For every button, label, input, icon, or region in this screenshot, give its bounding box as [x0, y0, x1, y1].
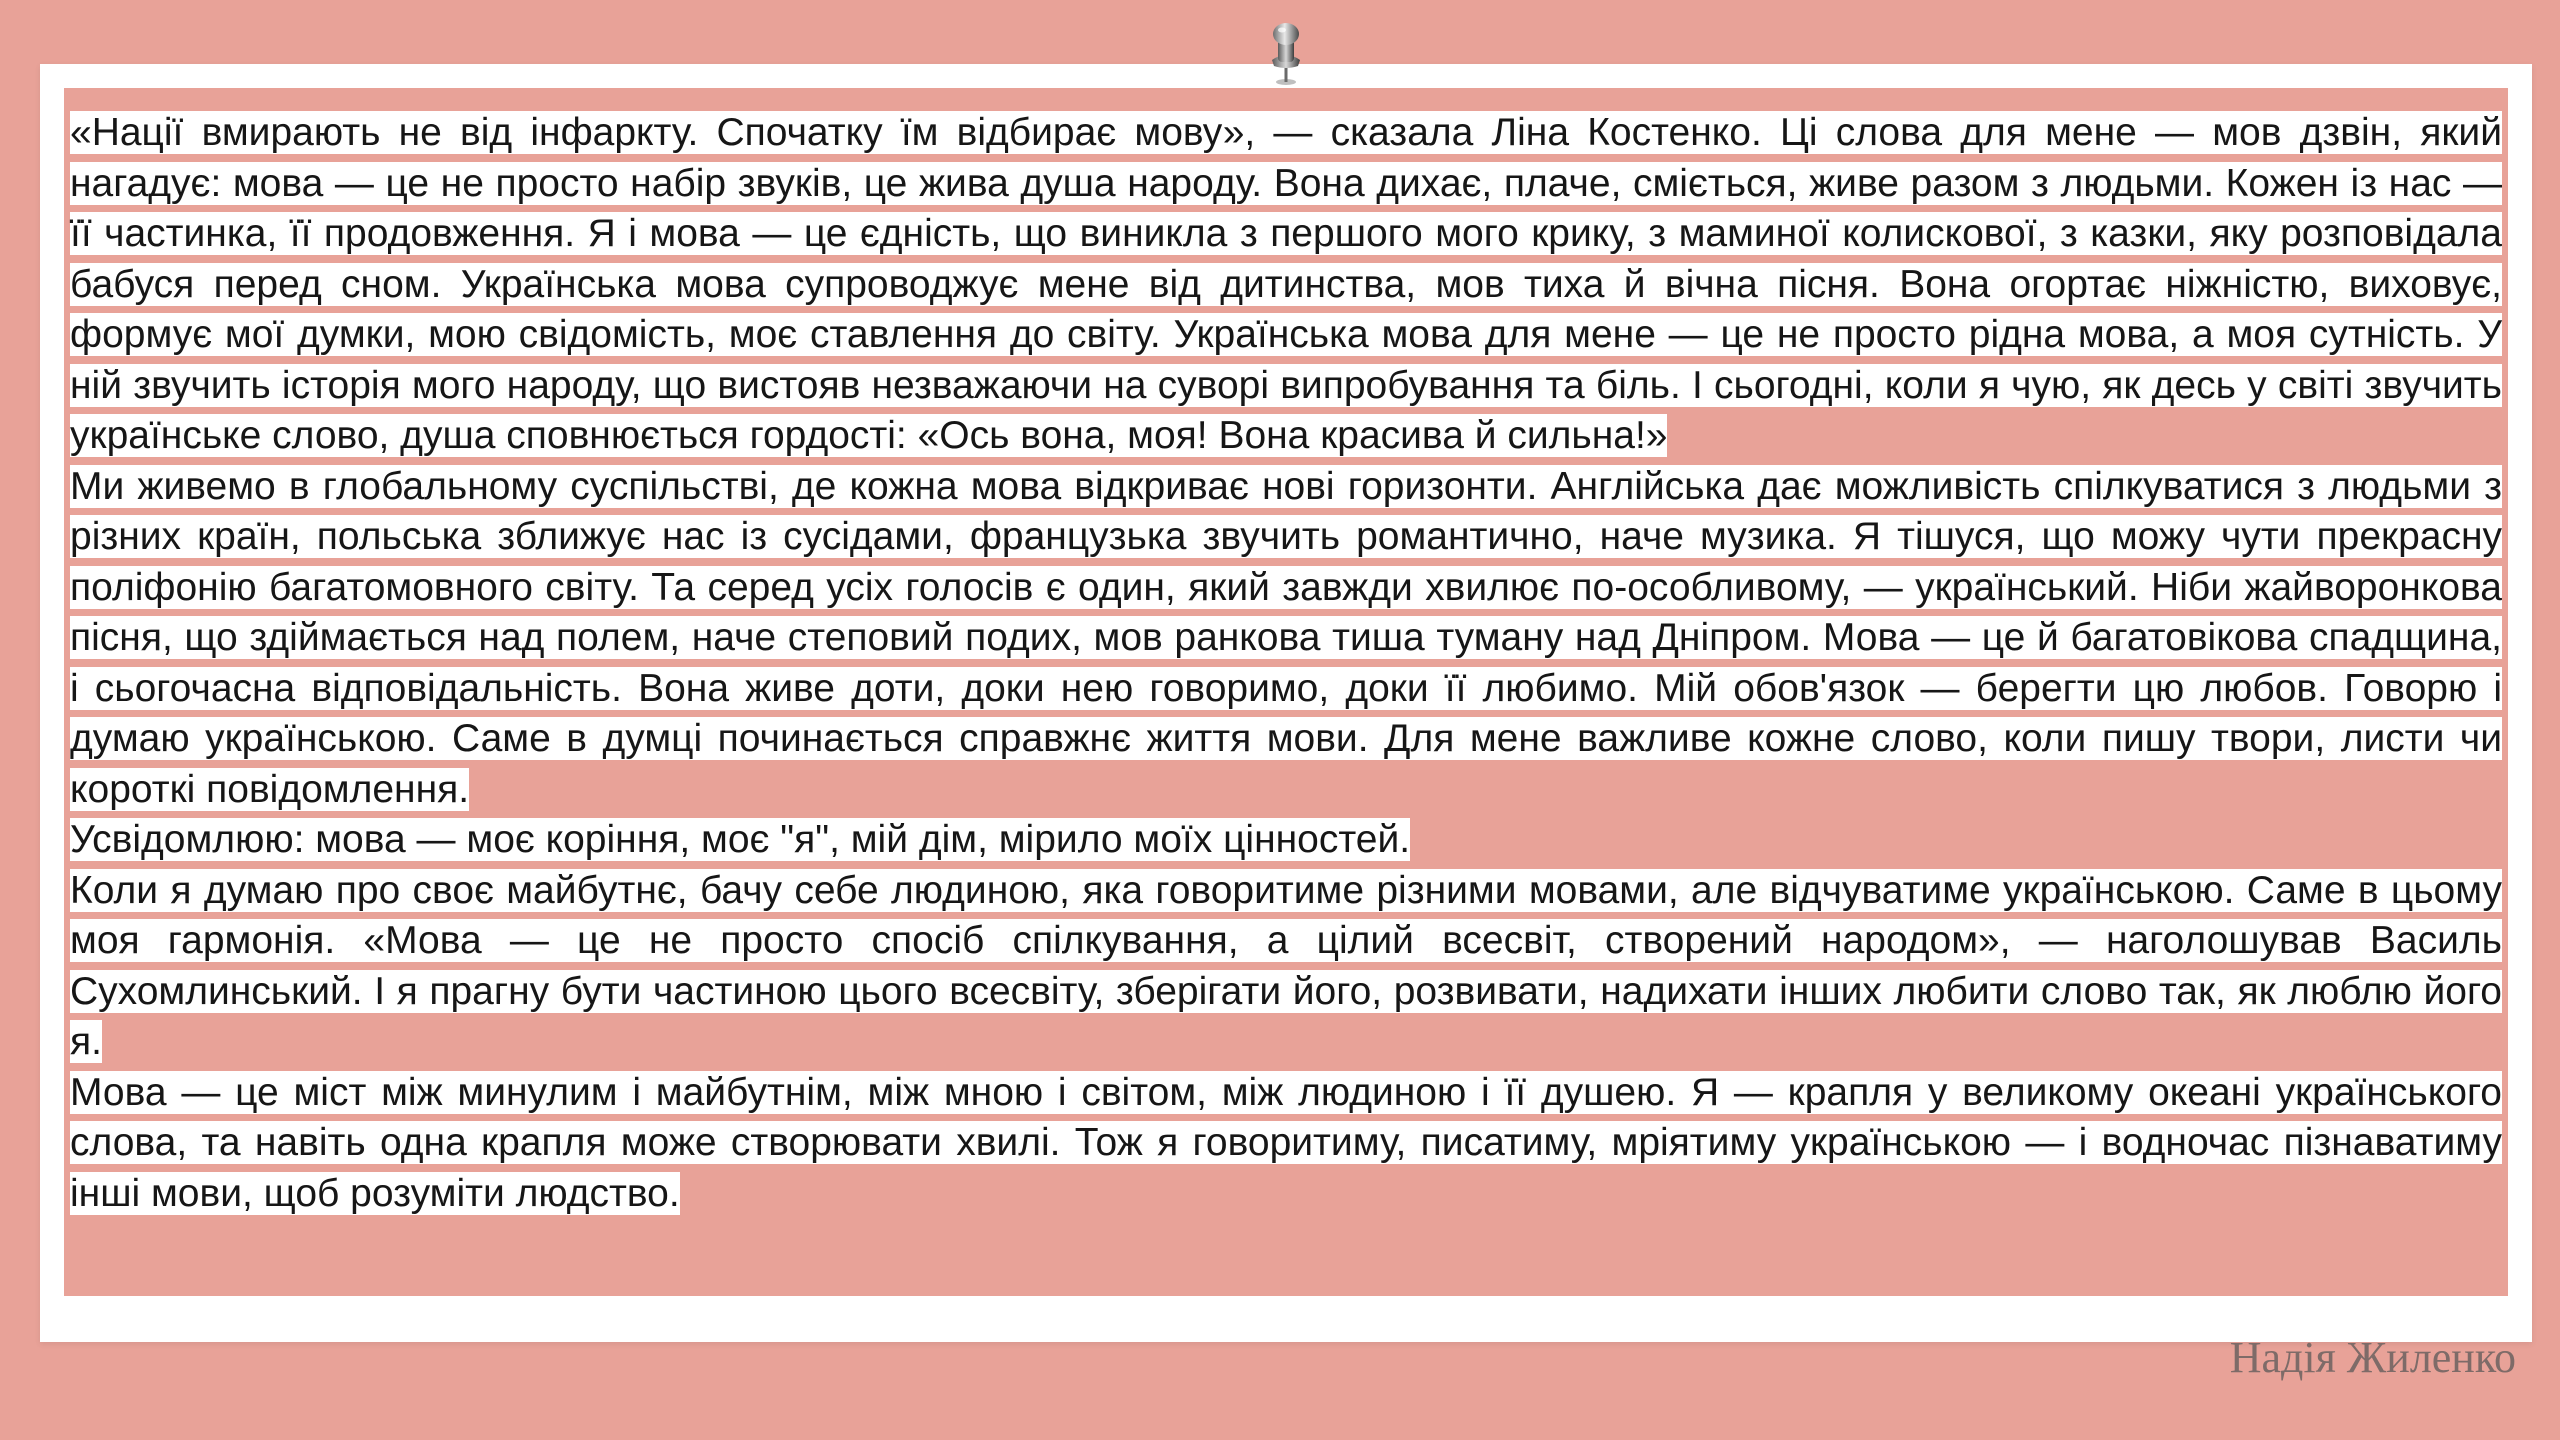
- essay-paragraph-2: [70, 462, 2502, 816]
- content-card: [40, 64, 2532, 1342]
- author-signature: Надія Жиленко: [2229, 1333, 2516, 1382]
- paragraph-1-text: «Нації вмирають не від інфаркту. Спочатку їм відбирає мову», — сказала Ліна Костенко. Ці слова для мене — мов дзвін, який нагадує: мова — це не просто набір звуків, це жива душа народу. Вона дихає, плаче, сміється, живе разом з людьми. Кожен із нас — її частинка, її продовження. Я і мова — це єдність, що виникла з першого мого крику, з маминої колискової, з казки, яку розповідала бабуся перед сном. Українська мова супроводжує мене від дитинства, мов тиха й вічна пісня. Вона огортає ніжністю, виховує, формує мої думки, мою свідомість, моє ставлення до світу. Українська мова для мене — це не просто рідна мова, а моя сутність. У ній звучить історія мого народу, що вистояв незважаючи на суворі випробування та біль. І сьогодні, коли я чую, як десь у світі звучить українське слово, душа сповнюється гордості: «Ось вона, моя! Вона красива й сильна!»: [70, 111, 2502, 457]
- essay-paragraph-3: [70, 815, 2502, 866]
- essay-text-frame: [64, 88, 2508, 1296]
- paragraph-4-text: Коли я думаю про своє майбутнє, бачу себе людиною, яка говоритиме різними мовами, але відчуватиме українською. Саме в цьому моя гармонія. «Мова — це не просто спосіб спілкування, а цілий всесвіт, створений народом», — наголошував Василь Сухомлинський. І я прагну бути частиною цього всесвіту, зберігати його, розвивати, надихати інших любити слово так, як люблю його я.: [70, 868, 2502, 1063]
- essay-paragraph-1: [70, 108, 2502, 462]
- essay-paragraph-5: [70, 1068, 2502, 1220]
- paragraph-5-text: Мова — це міст між минулим і майбутнім, між мною і світом, між людиною і її душею. Я — крапля у великому океані українського слова, та навіть одна крапля може створювати хвилі. Тож я говоритиму, писатиму, мріятиму українською — і водночас пізнаватиму інші мови, щоб розуміти людство.: [70, 1070, 2502, 1215]
- essay-paragraph-4: [70, 866, 2502, 1068]
- push-pin-icon: [1262, 20, 1310, 86]
- paragraph-2-text: Ми живемо в глобальному суспільстві, де кожна мова відкриває нові горизонти. Англійська дає можливість спілкуватися з людьми з різних країн, польська зближує нас із сусідами, французька звучить романтично, наче музика. Я тішуся, що можу чути прекрасну поліфонію багатомовного світу. Та серед усіх голосів є один, який завжди хвилює по-особливому, — український. Ніби жайворонкова пісня, що здіймається над полем, наче степовий подих, мов ранкова тиша туману над Дніпром. Мова — це й багатовікова спадщина, і сьогочасна відповідальність. Вона живе доти, доки нею говоримо, доки її любимо. Мій обов'язок — берегти цю любов. Говорю і думаю українською. Саме в думці починається справжнє життя мови. Для мене важливе кожне слово, коли пишу твори, листи чи короткі повідомлення.: [70, 464, 2502, 811]
- paragraph-3-text: Усвідомлюю: мова — моє коріння, моє "я", мій дім, мірило моїх цінностей.: [70, 818, 1411, 861]
